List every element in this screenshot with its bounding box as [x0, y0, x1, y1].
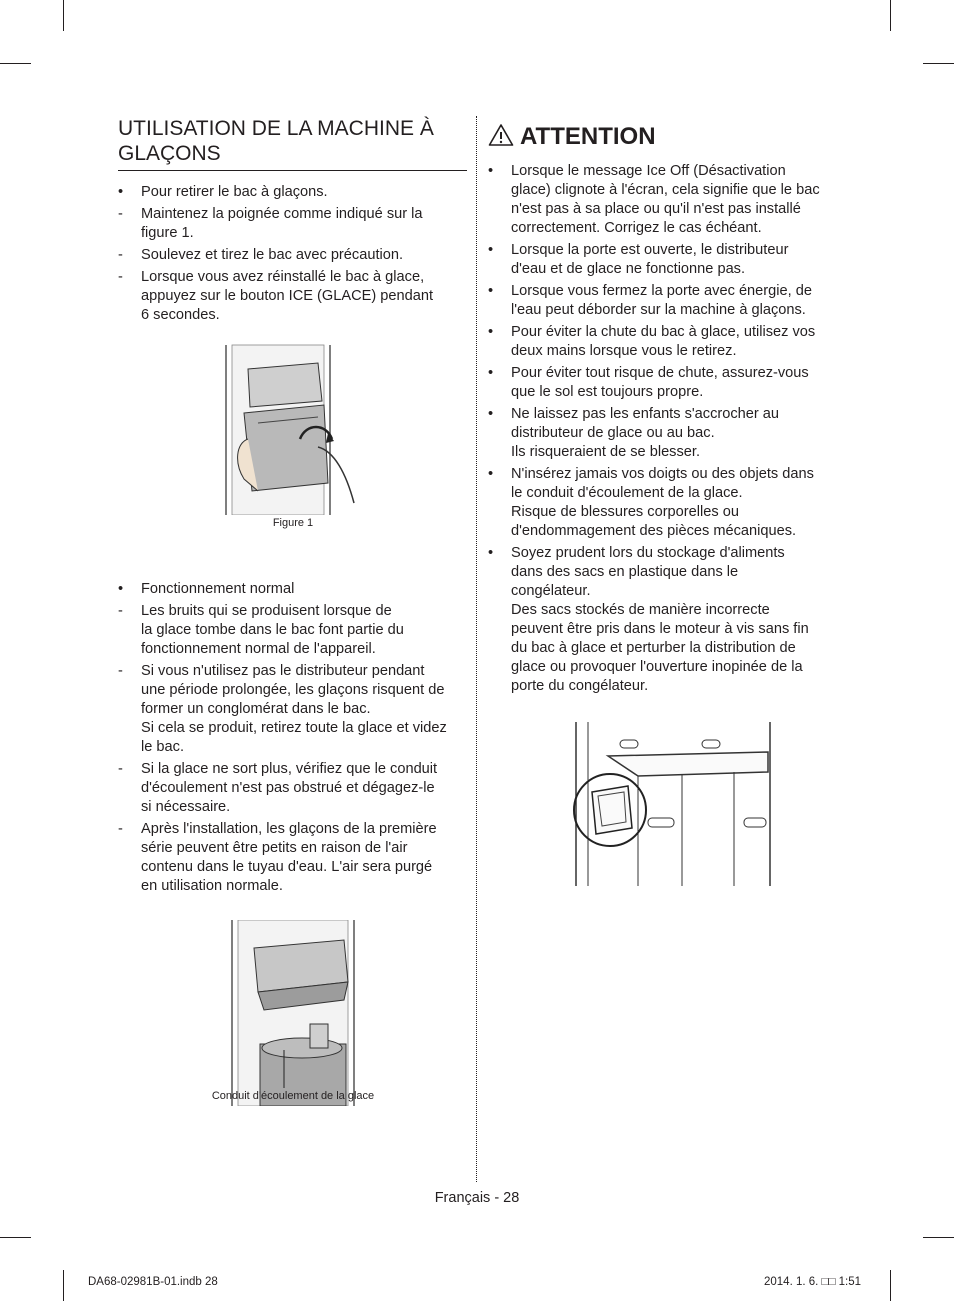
column-divider	[476, 116, 477, 1182]
list-item-text: Fonctionnement normal	[141, 581, 295, 597]
list-item-text: Lorsque la porte est ouverte, le distributeur d'eau et de glace ne fonctionne pas.	[511, 242, 789, 277]
list-item-text: Après l'installation, les glaçons de la première série peuvent être petits en raison de l'air contenu dans le tuyau d'eau. L'air sera purgé en utilisation normale.	[141, 821, 437, 894]
dash-marker: -	[118, 247, 123, 263]
list-item-text: Pour retirer le bac à glaçons.	[141, 184, 328, 200]
list-item-text: Maintenez la poignée comme indiqué sur la figure 1.	[141, 206, 423, 241]
bullet-marker: •	[488, 545, 494, 561]
list-item	[488, 465, 838, 541]
list-item	[118, 246, 467, 265]
crop-mark	[0, 63, 31, 64]
figure-2	[198, 920, 388, 1106]
figure-2-caption: Conduit d'écoulement de la glace	[211, 1090, 375, 1102]
list-item	[118, 268, 467, 325]
crop-mark	[890, 1270, 891, 1301]
bullet-marker: •	[488, 324, 494, 340]
list-item	[488, 544, 838, 696]
crop-mark	[0, 1237, 31, 1238]
dash-marker: -	[118, 269, 123, 285]
right-column	[488, 120, 838, 699]
attention-list	[488, 162, 838, 696]
figure-1	[222, 343, 364, 533]
instruction-list-remove-bin	[118, 183, 467, 325]
dash-marker: -	[118, 821, 123, 837]
bullet-marker: •	[488, 406, 494, 422]
crop-mark	[923, 1237, 954, 1238]
list-item	[488, 405, 838, 462]
crop-mark	[923, 63, 954, 64]
list-item	[118, 602, 467, 659]
bullet-marker: •	[488, 163, 494, 179]
bullet-marker: •	[118, 581, 124, 597]
list-item	[488, 364, 838, 402]
list-item	[118, 205, 467, 243]
list-item-text: Soyez prudent lors du stockage d'aliments dans des sacs en plastique dans le congélateur. Des sacs stockés de manière incorrecte peuvent être pris dans le moteur à vis sans fin du bac à glace et perturber la distribution de glace ou provoquer l'ouverture inopinée de la porte du congélateur.	[511, 545, 809, 694]
ice-bin-location-illustration	[558, 722, 774, 886]
ice-chute-illustration	[198, 920, 388, 1106]
list-item	[488, 241, 838, 279]
print-slug-right: 2014. 1. 6. □□ 1:51	[764, 1276, 862, 1288]
list-item-text: Si vous n'utilisez pas le distributeur pendant une période prolongée, les glaçons risquent de former un conglomérat dans le bac. Si cela se produit, retirez toute la glace et videz le bac.	[141, 663, 447, 755]
bullet-marker: •	[118, 184, 124, 200]
list-item-text: Si la glace ne sort plus, vérifiez que le conduit d'écoulement n'est pas obstrué et dégagez-le si nécessaire.	[141, 761, 438, 815]
crop-mark	[890, 0, 891, 31]
warning-triangle-icon	[488, 123, 514, 152]
list-item-text: Lorsque le message Ice Off (Désactivation glace) clignote à l'écran, cela signifie que le bac n'est pas à sa place ou qu'il n'est pas installé correctement. Corrigez le cas échéant.	[511, 163, 820, 236]
list-item-text: Lorsque vous fermez la porte avec énergie, de l'eau peut déborder sur la machine à glaçons.	[511, 283, 812, 318]
crop-mark	[63, 1270, 64, 1301]
list-item	[118, 760, 467, 817]
left-column	[118, 116, 467, 328]
list-item	[118, 580, 467, 599]
attention-header	[488, 120, 838, 154]
bullet-marker: •	[488, 466, 494, 482]
list-item	[118, 820, 467, 896]
attention-title: ATTENTION	[520, 123, 656, 150]
list-item	[488, 323, 838, 361]
list-item-text: Pour éviter tout risque de chute, assurez-vous que le sol est toujours propre.	[511, 365, 809, 400]
dash-marker: -	[118, 603, 123, 619]
instruction-list-normal-operation	[118, 580, 467, 896]
ice-bin-removal-illustration	[222, 343, 364, 515]
list-item-text: Ne laissez pas les enfants s'accrocher au distributeur de glace ou au bac. Ils risqueraient de se blesser.	[511, 406, 780, 460]
dash-marker: -	[118, 761, 123, 777]
bullet-marker: •	[488, 283, 494, 299]
bullet-marker: •	[488, 242, 494, 258]
crop-mark	[63, 0, 64, 31]
bullet-marker: •	[488, 365, 494, 381]
list-item	[118, 183, 467, 202]
figure-1-caption: Figure 1	[272, 517, 314, 529]
print-slug-left: DA68-02981B-01.indb 28	[88, 1276, 218, 1288]
page-number: Français - 28	[434, 1190, 520, 1206]
list-item-text: Les bruits qui se produisent lorsque de la glace tombe dans le bac font partie du fonctionnement normal de l'appareil.	[141, 603, 404, 657]
list-item-text: N'insérez jamais vos doigts ou des objets dans le conduit d'écoulement de la glace. Risque de blessures corporelles ou d'endommagement des pièces mécaniques.	[511, 466, 814, 539]
figure-3	[558, 722, 774, 886]
list-item	[488, 282, 838, 320]
section-title: UTILISATION DE LA MACHINE À GLAÇONS	[118, 116, 467, 171]
list-item	[118, 662, 467, 757]
dash-marker: -	[118, 206, 123, 222]
list-item-text: Lorsque vous avez réinstallé le bac à glace, appuyez sur le bouton ICE (GLACE) pendant 6 secondes.	[141, 269, 434, 323]
list-item	[488, 162, 838, 238]
left-column-lower	[118, 568, 467, 899]
list-item-text: Soulevez et tirez le bac avec précaution.	[141, 247, 404, 263]
dash-marker: -	[118, 663, 123, 679]
list-item-text: Pour éviter la chute du bac à glace, utilisez vos deux mains lorsque vous le retirez.	[511, 324, 816, 359]
